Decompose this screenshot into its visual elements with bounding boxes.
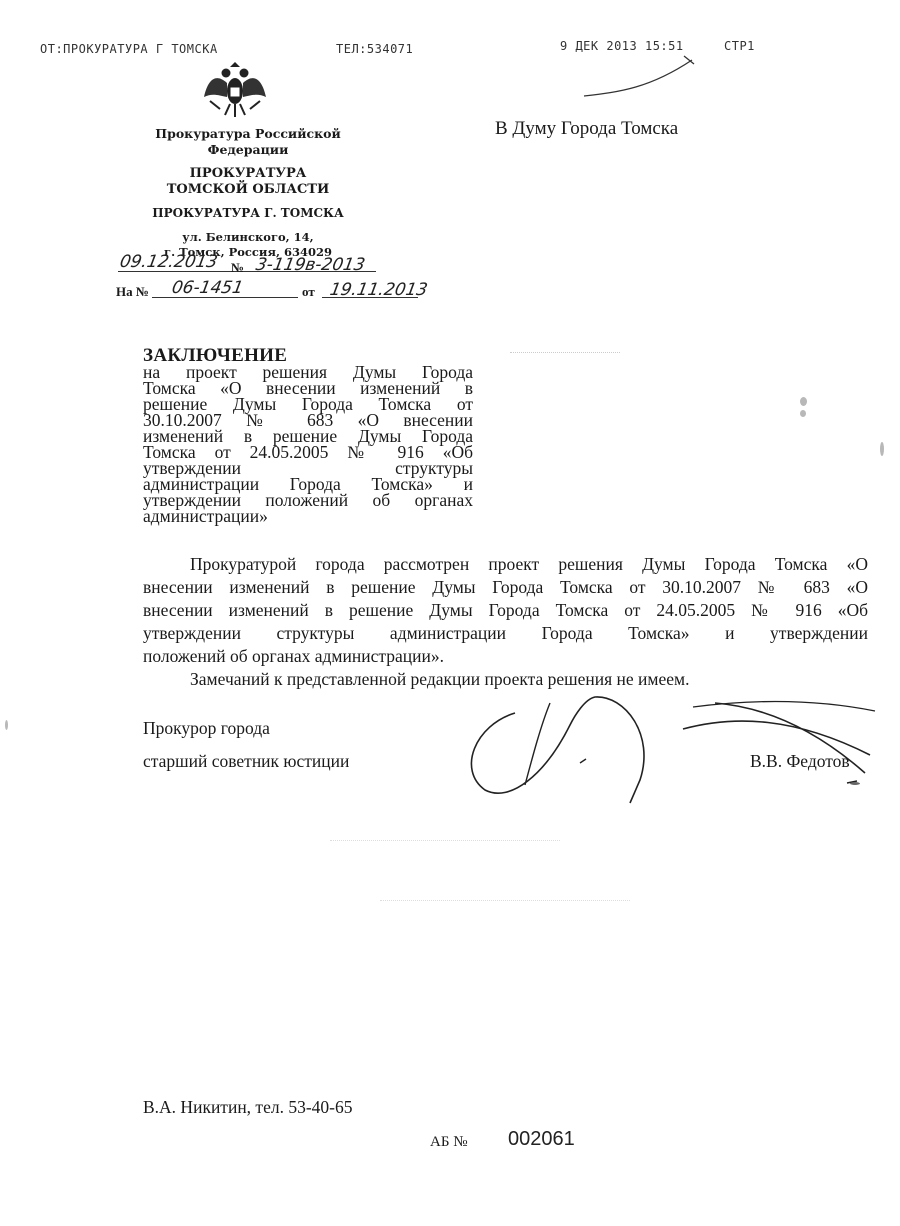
scan-speck (800, 410, 806, 417)
subject-line: 30.10.2007 № 683 «О внесении (143, 410, 473, 430)
subject-line: решение Думы Города Томска от (143, 394, 473, 414)
sender-address-line1: ул. Белинского, 14, (182, 230, 314, 244)
body-line: положений об органах администрации». (143, 646, 444, 666)
sender-org (98, 126, 398, 158)
sender-region-line1: ПРОКУРАТУРА (189, 166, 307, 181)
body-line: утверждении структуры администрации Города Томска» и утверждении (143, 623, 868, 643)
scan-speck (800, 397, 807, 406)
scan-speck (5, 720, 8, 730)
subject-line: утверждении структуры (143, 458, 473, 478)
sender-region-line2: ТОМСКОЙ ОБЛАСТИ (166, 182, 330, 197)
sender-org-line1: Прокуратура Российской (155, 126, 341, 141)
ref-underline (152, 297, 298, 298)
conclusion-title: ЗАКЛЮЧЕНИЕ (143, 345, 288, 366)
handwritten-mark (580, 52, 700, 102)
ref-date-underline (322, 297, 418, 298)
subject-line: Томска «О внесении изменений в (143, 378, 473, 398)
ref-date: 19.11.2013 (328, 280, 430, 300)
sender-address-line2: г. Томск, Россия, 634029 (164, 245, 332, 259)
scan-noise (510, 352, 620, 353)
scan-noise (330, 840, 560, 841)
coat-of-arms-icon (200, 57, 270, 119)
reg-no: 3-119в-2013 (254, 255, 367, 275)
subject-line: изменений в решение Думы Города (143, 426, 473, 446)
fax-phone: ТЕЛ:534071 (336, 42, 414, 56)
reg-no-label: № (231, 260, 245, 275)
executor-contact: В.А. Никитин, тел. 53-40-65 (143, 1097, 353, 1117)
ref-label: На № (116, 284, 149, 299)
serial-number: 002061 (508, 1128, 575, 1150)
scan-noise (380, 900, 630, 901)
body-remark: Замечаний к представленной редакции проекта решения не имеем. (190, 669, 690, 689)
serial-label: АБ № (430, 1134, 468, 1150)
subject-line: утверждении положений об органах (143, 490, 473, 510)
handwritten-signature (455, 685, 885, 810)
body-line: внесении изменений в решение Думы Города Томска от 24.05.2005 № 916 «Об (143, 600, 868, 620)
subject-line: администрации Города Томска» и (143, 474, 473, 494)
sender-city: ПРОКУРАТУРА Г. ТОМСКА (152, 206, 344, 220)
addressee: В Думу Города Томска (495, 118, 679, 139)
subject-line: на проект решения Думы Города (143, 362, 473, 382)
body-line: внесении изменений в решение Думы Города Томска от 30.10.2007 № 683 «О (143, 577, 868, 597)
ref-no: 06-1451 (170, 278, 245, 298)
signer-position-line2: старший советник юстиции (143, 751, 350, 771)
signer-name: В.В. Федотов (750, 751, 850, 771)
ref-date-label: от (302, 284, 315, 299)
scan-speck (880, 442, 884, 456)
subject-line: администрации» (143, 506, 268, 526)
fax-page: СТР1 (724, 39, 755, 53)
body-line: Прокуратурой города рассмотрен проект решения Думы Города Томска «О (190, 554, 868, 574)
signer-position-line1: Прокурор города (143, 718, 270, 738)
fax-datetime: 9 ДЕК 2013 15:51 (560, 39, 684, 53)
sender-region (98, 166, 398, 198)
fax-sender: ОТ:ПРОКУРАТУРА Г ТОМСКА (40, 42, 218, 56)
reg-date: 09.12.2013 (118, 252, 220, 272)
subject-line: Томска от 24.05.2005 № 916 «Об (143, 442, 473, 462)
scan-speck (850, 782, 860, 785)
sender-org-line2: Федерации (207, 142, 289, 157)
